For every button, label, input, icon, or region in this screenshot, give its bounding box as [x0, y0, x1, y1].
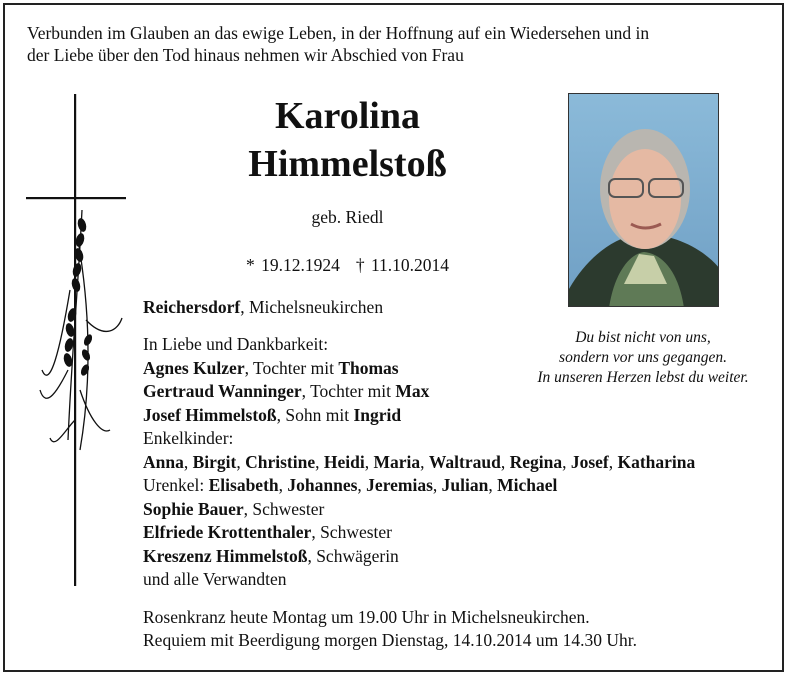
- mourner-name: Agnes Kulzer: [143, 357, 245, 378]
- quote-line-1: Du bist nicht von uns,: [575, 329, 711, 346]
- birth-name: geb. Riedl: [311, 207, 384, 227]
- mourner-partner: Ingrid: [353, 404, 402, 425]
- great-grandchild-name: Jeremias: [366, 475, 433, 495]
- grandchild-name: Heidi: [323, 451, 365, 472]
- cross-with-wheat-icon: [20, 90, 135, 590]
- grandchild-name: Christine: [245, 451, 316, 472]
- grandchildren-label: Enkelkinder:: [143, 428, 234, 448]
- intro-line-1: Verbunden im Glauben an das ewige Leben, in der Hoffnung auf ein Wiedersehen und in: [27, 23, 650, 43]
- residence: [143, 297, 383, 318]
- sibling-row: [143, 498, 695, 522]
- mourners-list: [143, 333, 695, 592]
- grandchild-name: Birgit: [192, 451, 237, 472]
- grandchild-name: Maria: [373, 451, 421, 472]
- great-grandchildren-list: Urenkel: Elisabeth, Johannes, Jeremias, Julian, Michael: [143, 475, 558, 495]
- great-grandchild-name: Johannes: [287, 475, 358, 495]
- life-dates: [215, 255, 480, 276]
- great-grandchildren-label: Urenkel:: [143, 475, 209, 495]
- mourner-name: Josef Himmelstoß: [143, 404, 277, 425]
- quote-line-2: sondern vor uns gegangen.: [559, 349, 727, 366]
- mourner-row: [143, 404, 695, 428]
- mourner-row: [143, 357, 695, 381]
- sibling-row: [143, 545, 695, 569]
- sibling-name: Elfriede Krottenthaler: [143, 522, 312, 542]
- quote-line-3: In unseren Herzen lebst du weiter.: [537, 369, 749, 386]
- sibling-name: Sophie Bauer: [143, 498, 244, 519]
- mourner-name: Gertraud Wanninger: [143, 381, 302, 401]
- grandchildren-list: Anna, Birgit, Christine, Heidi, Maria, Waltraud, Regina, Josef, Katharina: [143, 451, 696, 472]
- mourners-closing: und alle Verwandten: [143, 569, 287, 589]
- portrait-photo: [568, 93, 719, 307]
- mourner-partner: Max: [395, 381, 430, 401]
- service-requiem: Requiem mit Beerdigung morgen Dienstag, 14.10.2014 um 14.30 Uhr.: [143, 630, 637, 650]
- mourner-partner: Thomas: [338, 357, 399, 378]
- great-grandchild-name: Elisabeth: [208, 475, 279, 495]
- mourner-relation: , Tochter mit: [301, 381, 396, 401]
- grandchild-name: Waltraud: [428, 451, 501, 472]
- intro-line-2: der Liebe über den Tod hinaus nehmen wir Abschied von Frau: [27, 45, 464, 65]
- mourner-row: [143, 380, 695, 404]
- sibling-relation: , Schwester: [311, 522, 392, 542]
- mourners-heading: In Liebe und Dankbarkeit:: [143, 334, 329, 354]
- grandchild-name: Anna: [143, 451, 184, 472]
- sibling-row: [143, 521, 695, 545]
- service-info: [143, 606, 637, 652]
- birth-date: * 19.12.1924: [245, 255, 340, 275]
- residence-region: , Michelsneukirchen: [240, 297, 384, 317]
- great-grandchild-name: Michael: [497, 475, 558, 495]
- grandchild-name: Josef: [570, 451, 609, 472]
- sibling-relation: , Schwester: [243, 498, 325, 519]
- residence-town: Reichersdorf: [143, 297, 241, 317]
- service-rosary: Rosenkranz heute Montag um 19.00 Uhr in Michelsneukirchen.: [143, 607, 590, 627]
- grandchild-name: Regina: [509, 451, 563, 472]
- grandchild-name: Katharina: [617, 451, 696, 472]
- sibling-relation: , Schwägerin: [307, 545, 399, 566]
- mourner-relation: , Sohn mit: [276, 404, 354, 425]
- death-date: † 11.10.2014: [355, 255, 450, 275]
- intro-text: [27, 22, 767, 66]
- sibling-name: Kreszenz Himmelstoß: [143, 545, 308, 566]
- mourner-relation: , Tochter mit: [244, 357, 339, 378]
- deceased-last-name: Himmelstoß: [248, 143, 447, 185]
- great-grandchild-name: Julian: [441, 475, 489, 495]
- deceased-first-name: Karolina: [275, 95, 420, 137]
